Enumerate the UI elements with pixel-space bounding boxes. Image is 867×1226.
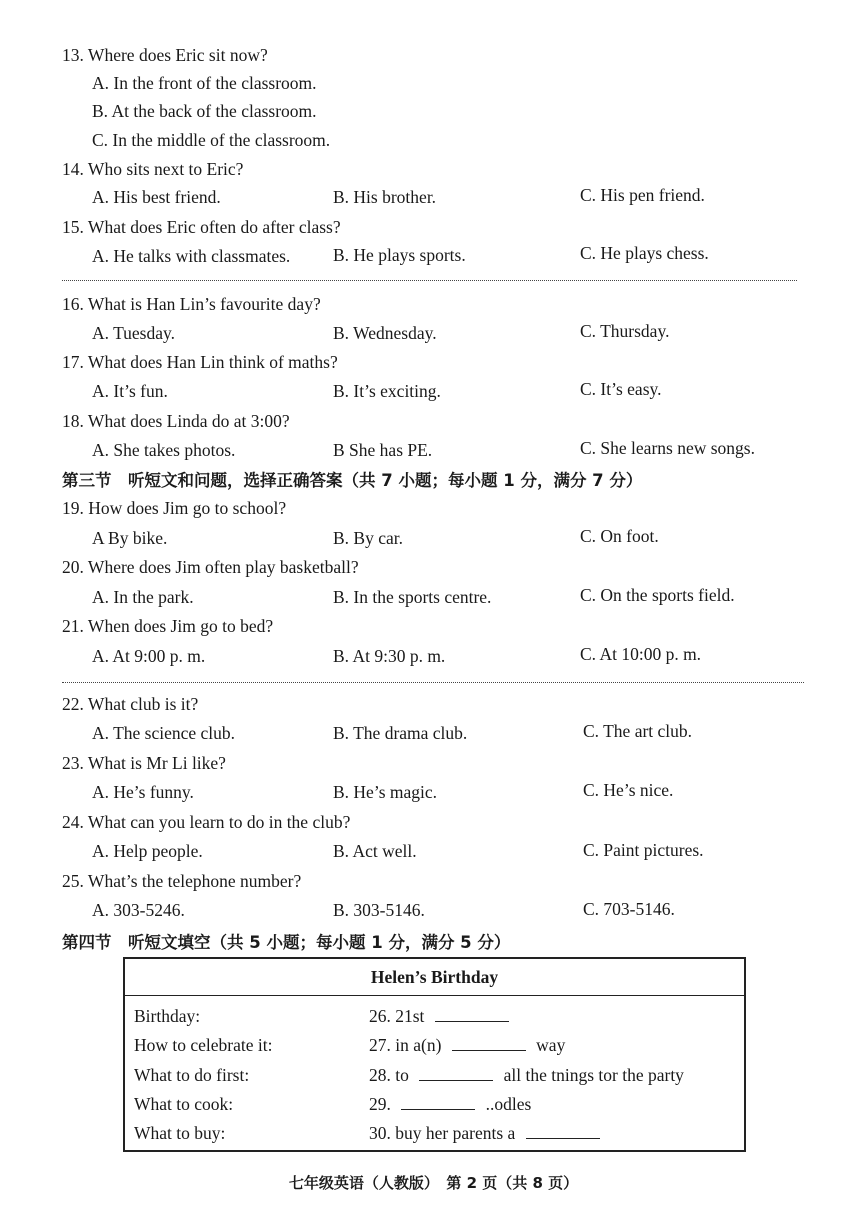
- row-28: [369, 1065, 684, 1086]
- q23-option-b: B. He’s magic.: [333, 782, 438, 802]
- q22-option-c: C. The art club.: [583, 721, 693, 741]
- q21-option-a: A. At 9:00 p. m.: [92, 646, 206, 666]
- q15-option-a: A. He talks with classmates.: [92, 246, 291, 266]
- row-27-suffix: way: [536, 1035, 566, 1055]
- row-30: [369, 1123, 600, 1144]
- q16-option-b: B. Wednesday.: [333, 323, 437, 343]
- q14-option-b: B. His brother.: [333, 187, 437, 207]
- q19-option-b: B. By car.: [333, 528, 403, 548]
- row-label-birthday: Birthday:: [134, 1006, 201, 1026]
- q22-option-a: A. The science club.: [92, 723, 236, 743]
- row-29-suffix: ..odles: [485, 1094, 532, 1114]
- q24-option-a: A. Help people.: [92, 841, 203, 861]
- row-label-celebrate: How to celebrate it:: [134, 1035, 273, 1055]
- q13-option-c: C. In the middle of the classroom.: [92, 130, 331, 150]
- q25-option-a: A. 303-5246.: [92, 900, 185, 920]
- divider: [62, 682, 804, 683]
- q17-option-a: A. It’s fun.: [92, 381, 168, 401]
- q14-option-a: A. His best friend.: [92, 187, 221, 207]
- row-27-text: 27. in a(n): [369, 1035, 442, 1055]
- q20-option-c: C. On the sports field.: [580, 585, 735, 605]
- question-25: 25. What’s the telephone number?: [62, 871, 302, 891]
- q18-option-c: C. She learns new songs.: [580, 438, 755, 458]
- answer-blank-30[interactable]: [526, 1124, 600, 1139]
- row-29: [369, 1094, 531, 1115]
- q17-option-c: C. It’s easy.: [580, 379, 662, 399]
- row-26: [369, 1006, 509, 1027]
- q13-option-a: A. In the front of the classroom.: [92, 73, 317, 93]
- answer-blank-29[interactable]: [401, 1095, 475, 1110]
- question-18: 18. What does Linda do at 3:00?: [62, 411, 290, 431]
- q17-option-b: B. It’s exciting.: [333, 381, 441, 401]
- q20-option-b: B. In the sports centre.: [333, 587, 492, 607]
- row-label-do-first: What to do first:: [134, 1065, 250, 1085]
- question-14: 14. Who sits next to Eric?: [62, 159, 244, 179]
- q23-option-a: A. He’s funny.: [92, 782, 194, 802]
- q23-option-c: C. He’s nice.: [583, 780, 674, 800]
- q15-option-b: B. He plays sports.: [333, 245, 466, 265]
- section-4-heading: 第四节 听短文填空（共 5 小题；每小题 1 分，满分 5 分）: [62, 933, 511, 952]
- row-27: [369, 1035, 565, 1056]
- answer-blank-27[interactable]: [452, 1036, 526, 1051]
- question-21: 21. When does Jim go to bed?: [62, 616, 274, 636]
- q25-option-c: C. 703-5146.: [583, 899, 675, 919]
- q20-option-a: A. In the park.: [92, 587, 194, 607]
- question-17: 17. What does Han Lin think of maths?: [62, 352, 338, 372]
- row-28-text: 28. to: [369, 1065, 409, 1085]
- question-19: 19. How does Jim go to school?: [62, 498, 287, 518]
- q25-option-b: B. 303-5146.: [333, 900, 425, 920]
- question-22: 22. What club is it?: [62, 694, 199, 714]
- row-28-suffix: all the tnings tor the party: [503, 1065, 684, 1085]
- section-3-heading: 第三节 听短文和问题，选择正确答案（共 7 小题；每小题 1 分，满分 7 分）: [62, 471, 643, 490]
- row-30-text: 30. buy her parents a: [369, 1123, 516, 1143]
- q21-option-c: C. At 10:00 p. m.: [580, 644, 702, 664]
- row-label-cook: What to cook:: [134, 1094, 234, 1114]
- table-title: Helen’s Birthday: [125, 959, 744, 996]
- q21-option-b: B. At 9:30 p. m.: [333, 646, 446, 666]
- q16-option-a: A. Tuesday.: [92, 323, 175, 343]
- question-15: 15. What does Eric often do after class?: [62, 217, 341, 237]
- row-label-buy: What to buy:: [134, 1123, 226, 1143]
- question-16: 16. What is Han Lin’s favourite day?: [62, 294, 321, 314]
- row-29-text: 29.: [369, 1094, 391, 1114]
- q18-option-b: B She has PE.: [333, 440, 433, 460]
- question-20: 20. Where does Jim often play basketball?: [62, 557, 359, 577]
- q14-option-c: C. His pen friend.: [580, 185, 705, 205]
- q16-option-c: C. Thursday.: [580, 321, 670, 341]
- question-24: 24. What can you learn to do in the club?: [62, 812, 351, 832]
- question-13: 13. Where does Eric sit now?: [62, 45, 268, 65]
- answer-blank-28[interactable]: [419, 1066, 493, 1081]
- q19-option-c: C. On foot.: [580, 526, 659, 546]
- page-footer: 七年级英语（人教版） 第 2 页（共 8 页）: [288, 1174, 579, 1192]
- row-26-text: 26. 21st: [369, 1006, 425, 1026]
- q22-option-b: B. The drama club.: [333, 723, 468, 743]
- q15-option-c: C. He plays chess.: [580, 243, 709, 263]
- divider: [62, 280, 797, 281]
- q13-option-b: B. At the back of the classroom.: [92, 101, 317, 121]
- answer-blank-26[interactable]: [435, 1007, 509, 1022]
- q18-option-a: A. She takes photos.: [92, 440, 236, 460]
- birthday-table: [123, 957, 746, 1152]
- q24-option-c: C. Paint pictures.: [583, 840, 704, 860]
- question-23: 23. What is Mr Li like?: [62, 753, 226, 773]
- q24-option-b: B. Act well.: [333, 841, 417, 861]
- q19-option-a: A By bike.: [92, 528, 168, 548]
